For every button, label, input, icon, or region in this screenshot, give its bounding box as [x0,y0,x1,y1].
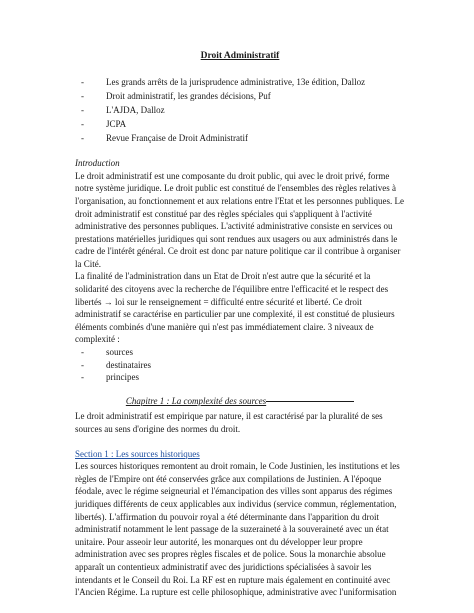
introduction-heading: Introduction [75,158,120,169]
document-body [75,50,405,599]
list-item: - sources [75,346,405,359]
section-paragraph: Les sources historiques remontent au droit romain, le Code Justinien, les institutions et les règles de l'Empire ont été conservées grâce aux compilations de Justinien. A l'époque féodale, avec le régime seigneurial et l'émancipation des villes sont apparus des régimes juridiques différents de ceux applicables aux individus (service commun, réglementation, libertés). L'affirmation du pouvoir royal a été déterminante dans l'apparition du droit administratif notamment le lent passage de la suzeraineté à la souveraineté avec un état unitaire. Pour asseoir leur autorité, les monarques ont du développer leur propre administration avec ses propres règles fiscales et de police. Sous la monarchie absolue apparaît un contentieux administratif avec des juridictions spécialisées à savoir les intendants et le Conseil du Roi. La RF est en rupture mais également en continuité avec l'Ancien Régime. La rupture est celle philosophique, administrative avec l'uniformisation [75,461,400,598]
section-heading-link[interactable]: Section 1 : Les sources historiques [75,448,200,459]
reference-item: - L'AJDA, Dalloz [75,104,405,117]
bullet-dash: - [81,347,84,358]
reference-item: - Revue Française de Droit Administratif [75,132,405,145]
reference-item: - JCPA [75,118,405,131]
introduction-paragraph-2: La finalité de l'administration dans un Etat de Droit n'est autre que la sécurité et la solidarité des citoyens avec la recherche de l'équilibre entre l'efficacité et le respect des libertés → loi sur le renseignement = difficulté entre sécurité et liberté. Ce droit administratif se caractérise en particulier par une complexité, il est constitué de plusieurs éléments combinés d'une manière qui n'est pas immédiatement claire. 3 niveaux de complexité : [75,271,395,345]
list-item: - destinataires [75,359,405,372]
bullet-dash: - [81,76,84,87]
bullet-dash: - [81,118,84,129]
bullet-dash: - [81,372,84,383]
document-title: Droit Administratif [200,51,280,61]
introduction-paragraph-1: Le droit administratif est une composante du droit public, qui avec le droit privé, forme notre système juridique. Le droit public est constitué de l'ensembles des règles relatives à l'organisation, au fonctionnement et aux relations entre l'Etat et les personnes publiques. Le droit administratif est constitué par des règles spéciales qui s'appliquent à l'activité administrative des personnes publiques. L'activité administrative consiste en services ou prestations matérielles juridiques qui sont rendues aux usagers ou aux administrés dans le cadre de l'intérêt général. Ce droit est donc par nature politique car il contribue à organiser la Cité. [75,170,404,269]
bullet-dash: - [81,104,84,115]
bullet-dash: - [81,359,84,370]
reference-item: - Les grands arrêts de la jurisprudence administrative, 13e édition, Dalloz [75,76,405,89]
bullet-dash: - [81,90,84,101]
list-item: - principes [75,371,405,384]
chapter-intro-paragraph: Le droit administratif est empirique par nature, il est caractérisé par la pluralité de ses sources au sens d'origine des normes du droit. [75,411,383,434]
complexity-levels-list [75,346,405,384]
chapter-heading: Chapitre 1 : La complexité des sources [75,395,405,408]
bullet-dash: - [81,132,84,143]
reference-item: - Droit administratif, les grandes décisions, Puf [75,90,405,103]
reference-list [75,76,405,145]
chapter-underline-rule [266,401,354,402]
